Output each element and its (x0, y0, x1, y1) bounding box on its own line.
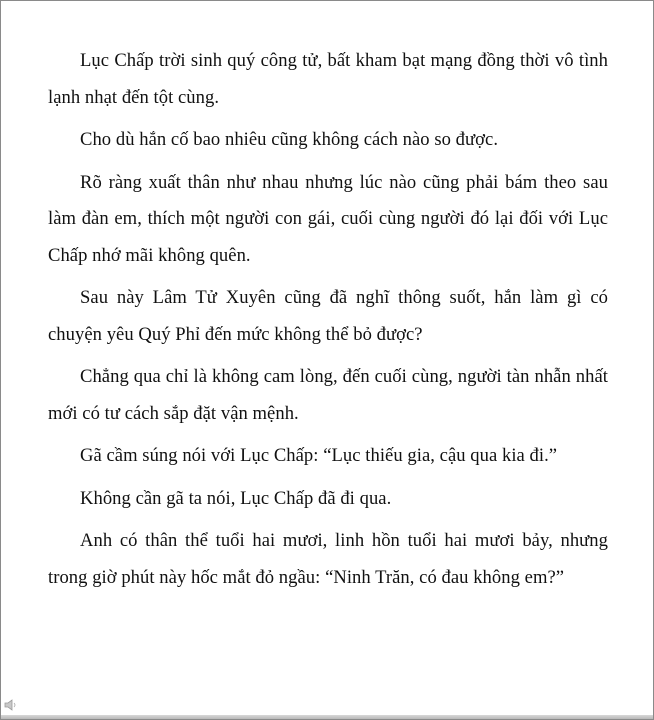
paragraph-1: Lục Chấp trời sinh quý công tử, bất kham bạt mạng đồng thời vô tình lạnh nhạt đến tột cùng. (48, 50, 608, 108)
paragraph-2: Cho dù hắn cố bao nhiêu cũng không cách nào so được. (80, 129, 499, 150)
speaker-icon[interactable] (4, 699, 18, 711)
paragraph-3: Rõ ràng xuất thân như nhau nhưng lúc nào cũng phải bám theo sau làm đàn em, thích một người con gái, cuối cùng người đó lại đối với Lục Chấp nhớ mãi không quên. (48, 171, 608, 266)
bottom-strip (1, 715, 653, 719)
paragraph-4: Sau này Lâm Tử Xuyên cũng đã nghĩ thông suốt, hắn làm gì có chuyện yêu Quý Phỉ đến mức không thể bỏ được? (48, 287, 608, 345)
paragraph-8: Anh có thân thể tuổi hai mươi, linh hồn tuổi hai mươi bảy, nhưng trong giờ phút này hốc mắt đỏ ngầu: “Ninh Trăn, có đau không em?” (48, 530, 608, 588)
paragraph-7: Không cần gã ta nói, Lục Chấp đã đi qua. (80, 487, 392, 509)
paragraph-5: Chẳng qua chỉ là không cam lòng, đến cuối cùng, người tàn nhẫn nhất mới có tư cách sắp đặt vận mệnh. (48, 366, 608, 424)
document-page (48, 43, 608, 602)
paragraph-6: Gã cầm súng nói với Lục Chấp: “Lục thiếu gia, cậu qua kia đi.” (80, 445, 558, 466)
